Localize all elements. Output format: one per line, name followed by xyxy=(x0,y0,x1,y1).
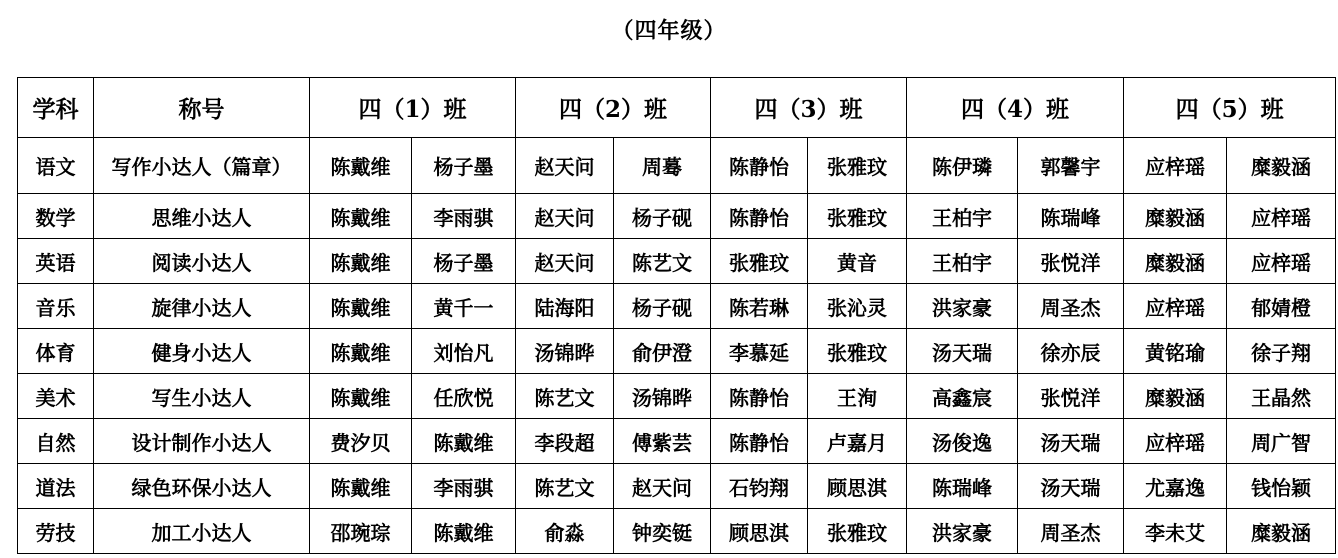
table-row xyxy=(18,239,1336,284)
awards-table xyxy=(17,77,1336,554)
student-name-cell: 俞伊澄 xyxy=(614,329,711,374)
student-name-cell: 杨子墨 xyxy=(412,239,516,284)
student-name-cell: 汤天瑞 xyxy=(1018,464,1124,509)
student-name-cell: 张雅玟 xyxy=(808,329,907,374)
student-name-cell: 糜毅涵 xyxy=(1124,194,1227,239)
student-name-cell: 周蓦 xyxy=(614,138,711,194)
honor-cell: 加工小达人 xyxy=(94,509,310,554)
subject-cell: 体育 xyxy=(18,329,94,374)
table-row xyxy=(18,284,1336,329)
header-class: 四（1）班 xyxy=(310,78,516,138)
subject-cell: 数学 xyxy=(18,194,94,239)
student-name-cell: 赵天问 xyxy=(614,464,711,509)
student-name-cell: 陈戴维 xyxy=(310,138,412,194)
student-name-cell: 陈艺文 xyxy=(516,464,614,509)
student-name-cell: 陈戴维 xyxy=(310,284,412,329)
student-name-cell: 杨子砚 xyxy=(614,194,711,239)
student-name-cell: 王柏宇 xyxy=(907,239,1018,284)
table-row xyxy=(18,464,1336,509)
subject-cell: 劳技 xyxy=(18,509,94,554)
student-name-cell: 傅紫芸 xyxy=(614,419,711,464)
student-name-cell: 应梓瑶 xyxy=(1227,239,1336,284)
student-name-cell: 李雨骐 xyxy=(412,194,516,239)
student-name-cell: 费汐贝 xyxy=(310,419,412,464)
student-name-cell: 张雅玟 xyxy=(808,138,907,194)
student-name-cell: 王柏宇 xyxy=(907,194,1018,239)
student-name-cell: 卢嘉月 xyxy=(808,419,907,464)
student-name-cell: 陈静怡 xyxy=(711,374,808,419)
student-name-cell: 杨子砚 xyxy=(614,284,711,329)
student-name-cell: 徐亦辰 xyxy=(1018,329,1124,374)
student-name-cell: 张沁灵 xyxy=(808,284,907,329)
student-name-cell: 钱怡颖 xyxy=(1227,464,1336,509)
student-name-cell: 糜毅涵 xyxy=(1124,239,1227,284)
student-name-cell: 任欣悦 xyxy=(412,374,516,419)
student-name-cell: 尤嘉逸 xyxy=(1124,464,1227,509)
header-class: 四（5）班 xyxy=(1124,78,1336,138)
student-name-cell: 汤锦晔 xyxy=(516,329,614,374)
student-name-cell: 俞淼 xyxy=(516,509,614,554)
student-name-cell: 陈静怡 xyxy=(711,138,808,194)
header-class: 四（2）班 xyxy=(516,78,711,138)
student-name-cell: 黄音 xyxy=(808,239,907,284)
header-row xyxy=(18,78,1336,138)
student-name-cell: 汤锦晔 xyxy=(614,374,711,419)
student-name-cell: 陈戴维 xyxy=(310,374,412,419)
student-name-cell: 石钧翔 xyxy=(711,464,808,509)
table-row xyxy=(18,138,1336,194)
student-name-cell: 徐子翔 xyxy=(1227,329,1336,374)
student-name-cell: 赵天问 xyxy=(516,138,614,194)
table-row xyxy=(18,509,1336,554)
student-name-cell: 陈戴维 xyxy=(310,464,412,509)
table-row xyxy=(18,419,1336,464)
student-name-cell: 周圣杰 xyxy=(1018,509,1124,554)
student-name-cell: 王晶然 xyxy=(1227,374,1336,419)
student-name-cell: 张雅玟 xyxy=(808,194,907,239)
student-name-cell: 糜毅涵 xyxy=(1124,374,1227,419)
student-name-cell: 钟奕铤 xyxy=(614,509,711,554)
student-name-cell: 张悦洋 xyxy=(1018,239,1124,284)
student-name-cell: 杨子墨 xyxy=(412,138,516,194)
student-name-cell: 顾思淇 xyxy=(808,464,907,509)
student-name-cell: 张雅玟 xyxy=(711,239,808,284)
student-name-cell: 洪家豪 xyxy=(907,509,1018,554)
student-name-cell: 李未艾 xyxy=(1124,509,1227,554)
student-name-cell: 应梓瑶 xyxy=(1124,419,1227,464)
honor-cell: 写作小达人（篇章） xyxy=(94,138,310,194)
student-name-cell: 陈艺文 xyxy=(516,374,614,419)
header-subject: 学科 xyxy=(18,78,94,138)
student-name-cell: 陆海阳 xyxy=(516,284,614,329)
subject-cell: 音乐 xyxy=(18,284,94,329)
subject-cell: 语文 xyxy=(18,138,94,194)
student-name-cell: 陈戴维 xyxy=(310,329,412,374)
student-name-cell: 周圣杰 xyxy=(1018,284,1124,329)
student-name-cell: 高鑫宸 xyxy=(907,374,1018,419)
student-name-cell: 赵天问 xyxy=(516,239,614,284)
student-name-cell: 郁婧橙 xyxy=(1227,284,1336,329)
honor-cell: 旋律小达人 xyxy=(94,284,310,329)
honor-cell: 设计制作小达人 xyxy=(94,419,310,464)
student-name-cell: 汤天瑞 xyxy=(1018,419,1124,464)
student-name-cell: 黄千一 xyxy=(412,284,516,329)
honor-cell: 写生小达人 xyxy=(94,374,310,419)
student-name-cell: 应梓瑶 xyxy=(1124,138,1227,194)
student-name-cell: 李雨骐 xyxy=(412,464,516,509)
honor-cell: 绿色环保小达人 xyxy=(94,464,310,509)
student-name-cell: 王洵 xyxy=(808,374,907,419)
student-name-cell: 刘怡凡 xyxy=(412,329,516,374)
student-name-cell: 陈戴维 xyxy=(310,194,412,239)
student-name-cell: 陈艺文 xyxy=(614,239,711,284)
honor-cell: 思维小达人 xyxy=(94,194,310,239)
subject-cell: 道法 xyxy=(18,464,94,509)
student-name-cell: 汤天瑞 xyxy=(907,329,1018,374)
header-honor: 称号 xyxy=(94,78,310,138)
subject-cell: 英语 xyxy=(18,239,94,284)
student-name-cell: 陈戴维 xyxy=(412,419,516,464)
student-name-cell: 张悦洋 xyxy=(1018,374,1124,419)
student-name-cell: 洪家豪 xyxy=(907,284,1018,329)
student-name-cell: 陈瑞峰 xyxy=(907,464,1018,509)
student-name-cell: 张雅玟 xyxy=(808,509,907,554)
header-class: 四（4）班 xyxy=(907,78,1124,138)
student-name-cell: 郭馨宇 xyxy=(1018,138,1124,194)
student-name-cell: 陈瑞峰 xyxy=(1018,194,1124,239)
student-name-cell: 赵天问 xyxy=(516,194,614,239)
student-name-cell: 陈戴维 xyxy=(310,239,412,284)
honor-cell: 健身小达人 xyxy=(94,329,310,374)
student-name-cell: 汤俊逸 xyxy=(907,419,1018,464)
student-name-cell: 陈戴维 xyxy=(412,509,516,554)
student-name-cell: 糜毅涵 xyxy=(1227,138,1336,194)
table-row xyxy=(18,329,1336,374)
student-name-cell: 陈静怡 xyxy=(711,419,808,464)
subject-cell: 自然 xyxy=(18,419,94,464)
student-name-cell: 陈静怡 xyxy=(711,194,808,239)
student-name-cell: 陈若琳 xyxy=(711,284,808,329)
student-name-cell: 应梓瑶 xyxy=(1227,194,1336,239)
student-name-cell: 黄铭瑜 xyxy=(1124,329,1227,374)
student-name-cell: 邵琬琮 xyxy=(310,509,412,554)
student-name-cell: 李段超 xyxy=(516,419,614,464)
student-name-cell: 陈伊璘 xyxy=(907,138,1018,194)
table-body xyxy=(18,138,1336,554)
honor-cell: 阅读小达人 xyxy=(94,239,310,284)
student-name-cell: 糜毅涵 xyxy=(1227,509,1336,554)
student-name-cell: 李慕延 xyxy=(711,329,808,374)
header-class: 四（3）班 xyxy=(711,78,907,138)
table-row xyxy=(18,374,1336,419)
page-title: （四年级） xyxy=(611,18,727,44)
subject-cell: 美术 xyxy=(18,374,94,419)
student-name-cell: 应梓瑶 xyxy=(1124,284,1227,329)
student-name-cell: 周广智 xyxy=(1227,419,1336,464)
table-row xyxy=(18,194,1336,239)
student-name-cell: 顾思淇 xyxy=(711,509,808,554)
